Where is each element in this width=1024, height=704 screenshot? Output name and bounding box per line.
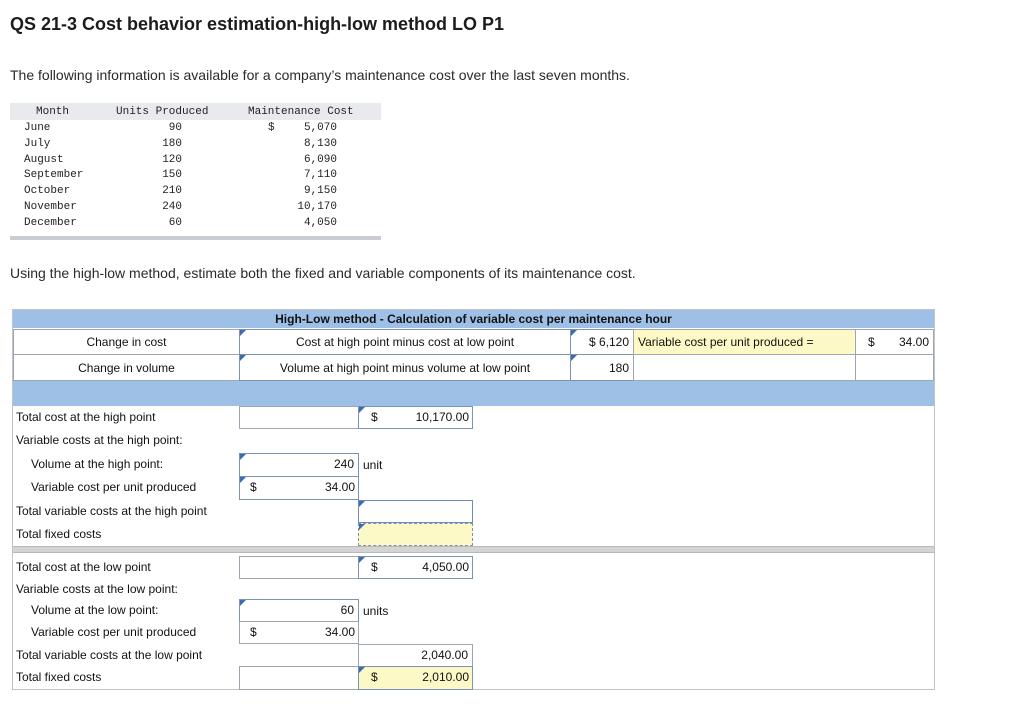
row-units: 120 (162, 153, 182, 166)
row-units: 60 (168, 216, 182, 229)
row-units: 210 (162, 185, 182, 198)
page-title: QS 21-3 Cost behavior estimation-high-low method LO P1 (10, 14, 505, 34)
low-volume-input[interactable]: 60 (239, 599, 359, 622)
row-month: August (24, 153, 64, 166)
low-total-variable-label: Total variable costs at the low point (16, 648, 203, 662)
row-month: November (24, 201, 77, 213)
section-divider-band (13, 381, 934, 406)
low-variable-costs-label: Variable costs at the low point: (16, 582, 178, 596)
row-cost: 8,130 (303, 137, 337, 150)
row-units: 150 (162, 169, 182, 182)
row-units: 240 (162, 201, 182, 213)
low-vc-per-unit-label: Variable cost per unit produced (31, 625, 197, 639)
high-variable-costs-label: Variable costs at the high point: (16, 433, 183, 447)
low-total-cost-currency: $ (371, 560, 378, 574)
low-total-variable-cell: 2,040.00 (358, 644, 473, 667)
row-cost: 9,150 (303, 185, 337, 198)
row-cost: 4,050 (303, 216, 337, 229)
high-total-fixed-label: Total fixed costs (16, 527, 102, 541)
row-cost: 5,070 (303, 122, 337, 134)
section-separator (13, 546, 934, 553)
row-units: 180 (162, 137, 182, 150)
variable-section-heading: High-Low method - Calculation of variable cost per maintenance hour (275, 312, 672, 326)
row-month: June (24, 122, 51, 134)
change-in-cost-label: Change in cost (13, 329, 240, 355)
change-in-cost-input[interactable]: $ 6,120 (570, 329, 634, 355)
low-volume-unit: units (363, 604, 389, 618)
empty-cell-e (239, 666, 359, 690)
low-vc-per-unit-cell (239, 621, 359, 644)
header-month: Month (36, 106, 70, 118)
result-currency: $ (868, 335, 875, 349)
high-vc-per-unit-input[interactable] (239, 476, 359, 500)
change-in-volume-input[interactable]: 180 (570, 354, 634, 381)
low-total-cost-input[interactable] (358, 556, 473, 579)
high-total-cost-label: Total cost at the high point (16, 410, 156, 424)
low-total-fixed-label: Total fixed costs (16, 670, 102, 684)
maintenance-data-table (10, 103, 381, 240)
row-month: October (24, 185, 71, 198)
change-in-volume-label: Change in volume (13, 354, 240, 381)
header-cost: Maintenance Cost (248, 106, 354, 118)
high-vc-currency: $ (250, 480, 257, 494)
high-total-variable-input[interactable] (358, 500, 473, 523)
cost-formula-select[interactable]: Cost at high point minus cost at low point (239, 329, 571, 355)
low-vc-currency: $ (250, 625, 257, 639)
high-vc-value: 34.00 (324, 480, 355, 494)
table-bottom-bar (10, 236, 381, 240)
row-month: December (24, 216, 77, 229)
empty-cell-c (239, 406, 359, 429)
low-total-fixed-currency: $ (371, 670, 378, 684)
high-volume-label: Volume at the high point: (31, 457, 164, 471)
high-total-cost-currency: $ (371, 410, 378, 424)
low-vc-value: 34.00 (324, 625, 355, 639)
result-label: Variable cost per unit produced = (633, 329, 856, 355)
high-total-variable-label: Total variable costs at the high point (16, 504, 207, 518)
low-total-cost-value: 4,050.00 (422, 560, 469, 574)
row-cost: 10,170 (297, 201, 337, 213)
result-value: 34.00 (898, 335, 929, 349)
low-total-fixed-input[interactable] (358, 666, 473, 690)
empty-cell-d (239, 556, 359, 579)
row-month: September (24, 169, 84, 182)
header-units: Units Produced (116, 106, 209, 118)
intro-text: The following information is available for a company’s maintenance cost over the last seven months. (10, 67, 630, 83)
volume-formula-select[interactable]: Volume at high point minus volume at low point (239, 354, 571, 381)
row-units: 90 (168, 122, 182, 134)
low-total-cost-label: Total cost at the low point (16, 560, 151, 574)
low-total-fixed-value: 2,010.00 (422, 670, 469, 684)
high-total-fixed-input[interactable] (358, 523, 473, 546)
question-text: Using the high-low method, estimate both the fixed and variable components of its maintenance cost. (10, 265, 636, 281)
high-vc-per-unit-label: Variable cost per unit produced (31, 480, 197, 494)
cost-currency: $ (268, 122, 275, 134)
high-volume-input[interactable]: 240 (239, 453, 359, 477)
row-month: July (24, 137, 51, 150)
worksheet (12, 309, 935, 690)
row-cost: 6,090 (303, 153, 337, 166)
high-total-cost-input[interactable] (358, 406, 473, 429)
row-cost: 7,110 (303, 169, 337, 182)
high-total-cost-value: 10,170.00 (415, 410, 469, 424)
empty-cell-b (855, 354, 934, 381)
high-volume-unit: unit (363, 458, 383, 472)
result-cell (855, 329, 934, 355)
low-volume-label: Volume at the low point: (31, 603, 159, 617)
empty-cell-a (633, 354, 856, 381)
